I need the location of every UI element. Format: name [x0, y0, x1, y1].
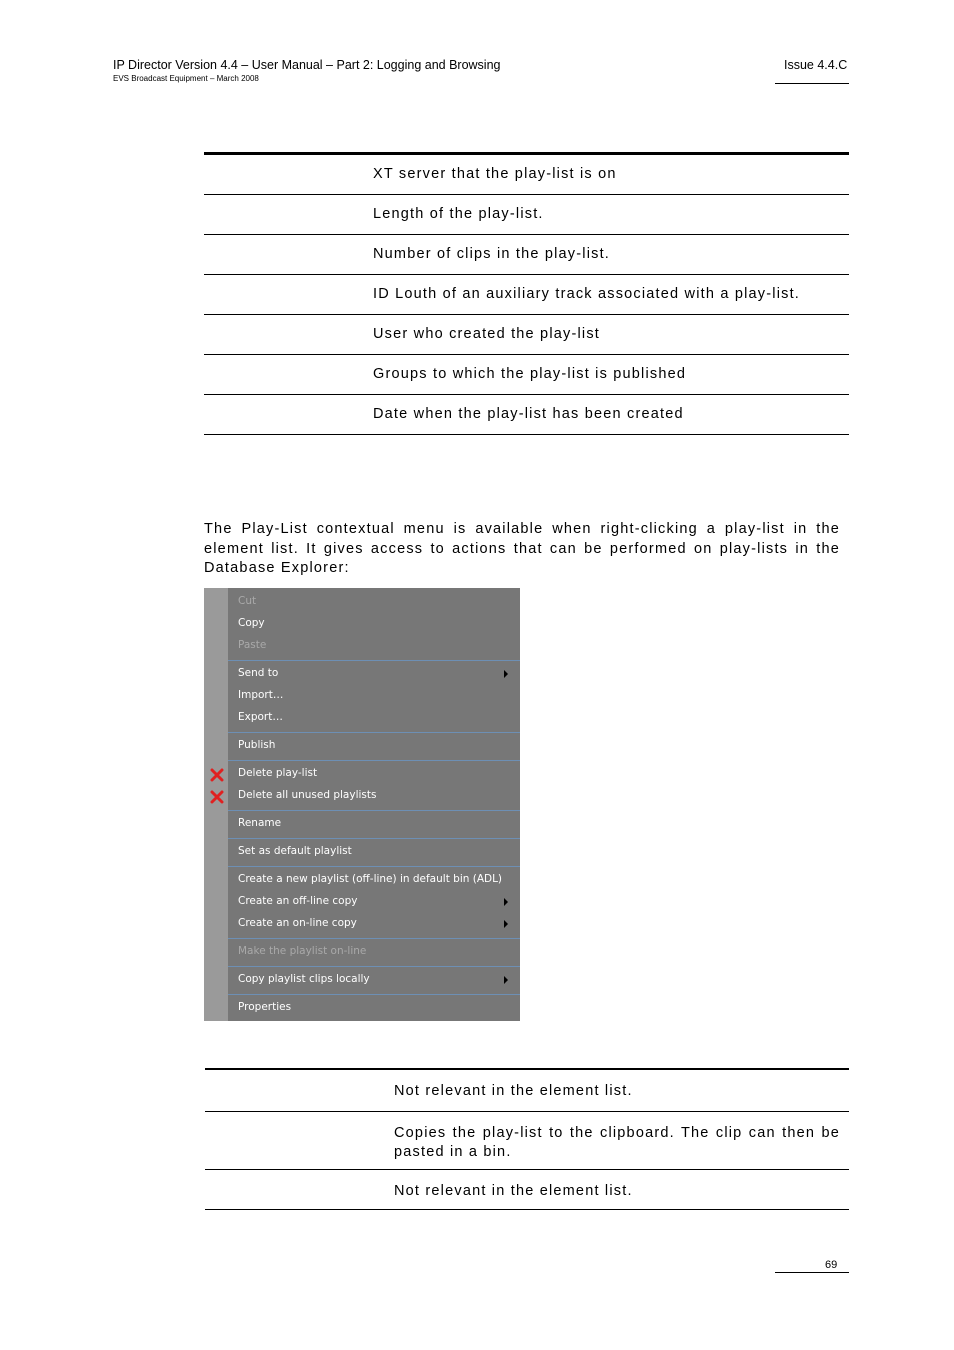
table-row [204, 275, 849, 315]
menu-separator [228, 866, 520, 867]
table-row [204, 235, 849, 275]
table-cell-description: Number of clips in the play-list. [373, 246, 611, 262]
menu-item-set-default[interactable]: Set as default playlist [238, 845, 352, 857]
menu-separator [228, 938, 520, 939]
table-cell-description: Not relevant in the element list. [394, 1183, 633, 1199]
header-issue: Issue 4.4.C [784, 58, 848, 72]
table-row [204, 355, 849, 395]
chevron-right-icon [504, 920, 508, 928]
table-row [204, 155, 849, 195]
table-cell-description: XT server that the play-list is on [373, 166, 617, 182]
menu-item-create-online-copy[interactable]: Create an on-line copy [238, 917, 357, 929]
menu-item-make-online[interactable]: Make the playlist on-line [238, 945, 367, 957]
table-cell-description: Length of the play-list. [373, 206, 544, 222]
menu-item-copy-clips-locally[interactable]: Copy playlist clips locally [238, 973, 370, 985]
table-cell-description: Copies the play-list to the clipboard. The clip can then be pasted in a bin. [394, 1125, 840, 1160]
chevron-right-icon [504, 976, 508, 984]
menu-separator [228, 994, 520, 995]
table-cell-description: Date when the play-list has been created [373, 406, 684, 422]
menu-item-rename[interactable]: Rename [238, 817, 282, 829]
playlist-context-menu [204, 588, 520, 1021]
menu-separator [228, 732, 520, 733]
table-row [205, 1070, 849, 1112]
menu-separator [228, 810, 520, 811]
delete-icon [210, 768, 224, 782]
menu-item-cut[interactable]: Cut [238, 595, 257, 607]
page-number: 69 [825, 1259, 838, 1271]
menu-item-import[interactable]: Import… [238, 689, 284, 701]
header-title: IP Director Version 4.4 – User Manual – Part 2: Logging and Browsing [113, 58, 501, 72]
chevron-right-icon [504, 670, 508, 678]
menu-item-delete-all-unused[interactable]: Delete all unused playlists [238, 789, 377, 801]
menu-item-copy[interactable]: Copy [238, 617, 265, 629]
menu-separator [228, 966, 520, 967]
header-rule [775, 83, 849, 84]
intro-paragraph: The Play-List contextual menu is available when right-clicking a play-list in the element list. It gives access to actions that can be performed on play-lists in the Database Explorer: [204, 521, 840, 576]
chevron-right-icon [504, 898, 508, 906]
table-row [205, 1112, 849, 1170]
menu-separator [228, 838, 520, 839]
menu-item-create-new-playlist[interactable]: Create a new playlist (off-line) in default bin (ADL) [238, 873, 503, 885]
table-cell-description: ID Louth of an auxiliary track associated with a play-list. [373, 286, 801, 302]
table-row [204, 195, 849, 235]
playlist-columns-table [204, 152, 849, 435]
menu-item-create-offline-copy[interactable]: Create an off-line copy [238, 895, 358, 907]
menu-item-export[interactable]: Export… [238, 711, 283, 723]
header-subtitle: EVS Broadcast Equipment – March 2008 [113, 74, 259, 83]
menu-icon-strip [204, 588, 228, 1021]
table-row [205, 1170, 849, 1210]
menu-item-publish[interactable]: Publish [238, 739, 276, 751]
menu-separator [228, 760, 520, 761]
table-cell-description: User who created the play-list [373, 326, 600, 342]
table-row [204, 315, 849, 355]
menu-commands-table [205, 1068, 849, 1210]
menu-item-send-to[interactable]: Send to [238, 667, 279, 679]
menu-item-delete-play-list[interactable]: Delete play-list [238, 767, 318, 779]
delete-icon [210, 790, 224, 804]
menu-separator [228, 660, 520, 661]
table-cell-description: Not relevant in the element list. [394, 1083, 633, 1099]
footer-rule [775, 1272, 849, 1273]
table-cell-description: Groups to which the play-list is published [373, 366, 687, 382]
table-row [204, 395, 849, 435]
menu-item-properties[interactable]: Properties [238, 1001, 292, 1013]
menu-item-paste[interactable]: Paste [238, 639, 267, 651]
